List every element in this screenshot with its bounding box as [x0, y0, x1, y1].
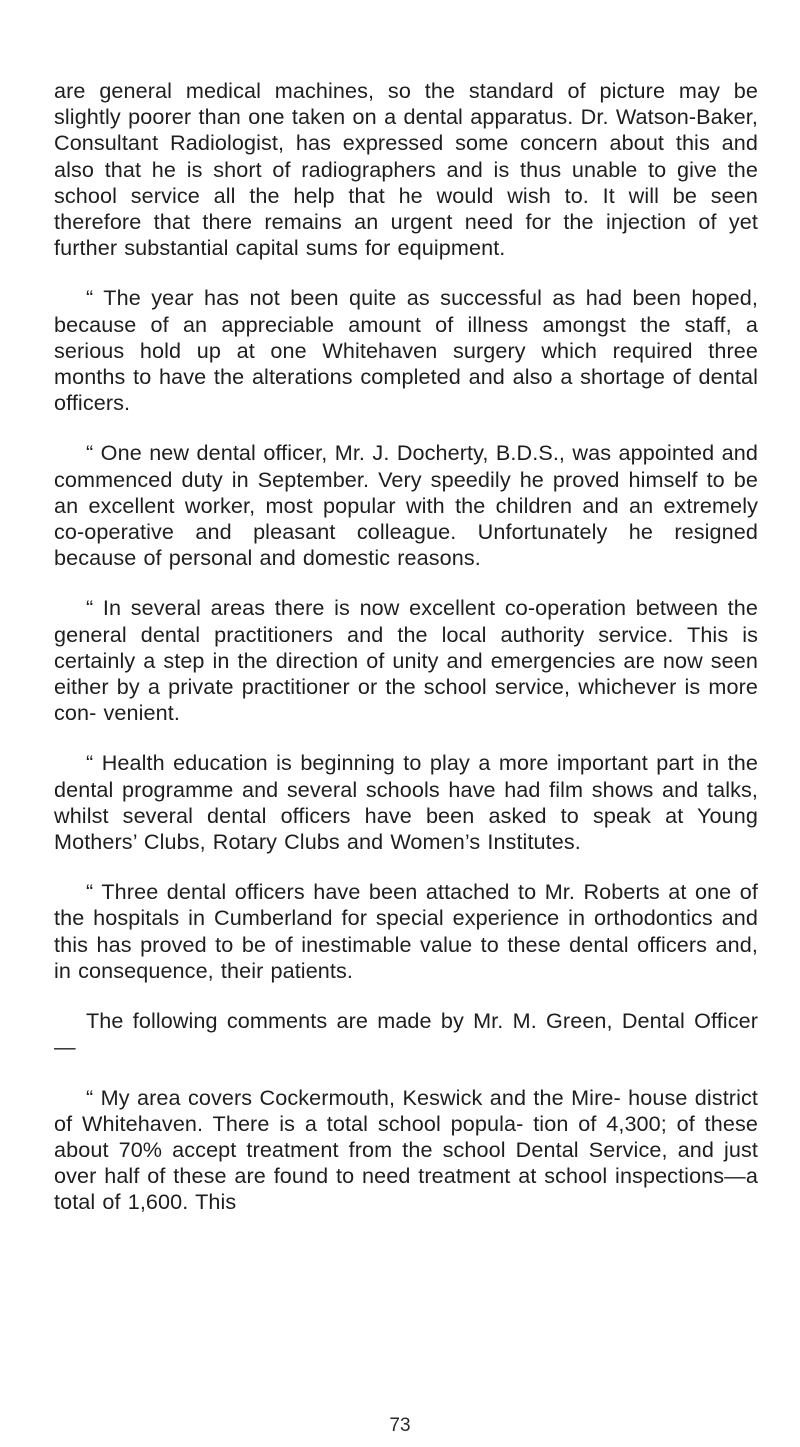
paragraph-comments-intro: The following comments are made by Mr. M. Green, Dental Officer— [54, 1008, 758, 1060]
paragraph-health-education: “ Health education is beginning to play a more important part in the dental programme and several schools have had film shows and talks, whilst several dental officers have been asked to speak at Young Mothers’ Clubs, Rotary Clubs and Women’s Institutes. [54, 750, 758, 855]
page-number: 73 [389, 1415, 411, 1436]
paragraph-new-dental-officer: “ One new dental officer, Mr. J. Docherty, B.D.S., was appointed and commenced duty in September. Very speedily he proved himself to be an excellent worker, most popular with the children and an extremely co-operative and pleasant colleague. Unfortunately he resigned because of personal and domestic reasons. [54, 440, 758, 571]
paragraph-orthodontics: “ Three dental officers have been attached to Mr. Roberts at one of the hospitals in Cumberland for special experience in orthodontics and this has proved to be of inestimable value to these dental officers and, in consequence, their patients. [54, 879, 758, 983]
paragraph-area-coverage: “ My area covers Cockermouth, Keswick and the Mire- house district of Whitehaven. There is a total school popula- tion of 4,300; of these about 70% accept treatment from the school Dental Service, and just over half of these are found to need treatment at school inspections—a total of 1,600. This [54, 1084, 758, 1215]
paragraph-co-operation: “ In several areas there is now excellent co-operation between the general dental practitioners and the local authority service. This is certainly a step in the direction of unity and emergencies are now seen either by a private practitioner or the school service, whichever is more con- venient. [54, 595, 758, 726]
paragraph-year-summary: “ The year has not been quite as successful as had been hoped, because of an appreciable amount of illness amongst the staff, a serious hold up at one Whitehaven surgery which required three months to have the alterations completed and also a shortage of dental officers. [54, 285, 758, 416]
paragraph-continued-equipment: are general medical machines, so the standard of picture may be slightly poorer than one taken on a dental apparatus. Dr. Watson-Baker, Consultant Radiologist, has expressed some concern about this and also that he is short of radiographers and is thus unable to give the school service all the help that he would wish to. It will be seen therefore that there remains an urgent need for the injection of yet further substantial capital sums for equipment. [54, 78, 758, 261]
page-body [54, 78, 758, 1216]
